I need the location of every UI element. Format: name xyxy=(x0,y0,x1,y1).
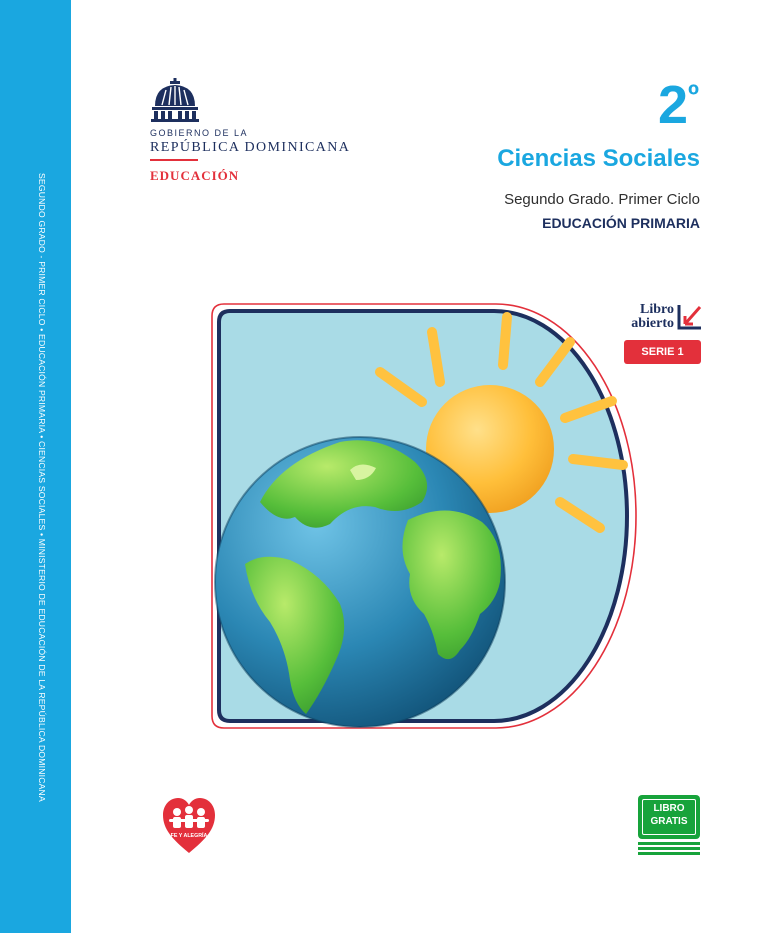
free-book-stripe xyxy=(638,847,700,850)
cover-illustration xyxy=(210,302,640,732)
heart-children-icon xyxy=(162,797,216,855)
series-badge: SERIE 1 xyxy=(624,340,701,364)
government-divider xyxy=(150,159,198,161)
grade-number xyxy=(657,75,699,135)
libro-abierto-logo xyxy=(622,302,702,332)
government-logo xyxy=(148,78,363,188)
sponsor-label: FE Y ALEGRÍA xyxy=(170,833,208,839)
subject-title: Ciencias Sociales xyxy=(497,145,700,172)
grade-cycle: Segundo Grado. Primer Ciclo xyxy=(504,191,700,208)
dome-crest-icon xyxy=(150,78,200,122)
government-line1: GOBIERNO DE LA xyxy=(150,128,249,138)
spine-bar xyxy=(0,0,71,933)
free-book-box xyxy=(638,795,700,839)
free-book-badge xyxy=(638,795,700,855)
free-book-line1: LIBRO xyxy=(653,803,685,814)
free-book-line2: GRATIS xyxy=(650,816,688,827)
libro-abierto-logo-icon xyxy=(676,303,702,330)
free-book-stripe xyxy=(638,842,700,845)
free-book-stripe xyxy=(638,852,700,855)
grade-ordinal: º xyxy=(688,79,699,112)
government-department: EDUCACIÓN xyxy=(150,168,240,183)
spine-text: SEGUNDO GRADO - PRIMER CICLO • EDUCACIÓN PRIMARIA • CIENCIAS SOCIALES • MINISTERIO DE EDUCACIÓN DE LA REPÚBLICA DOMINICANA xyxy=(37,173,47,802)
libro-abierto-line2: abierto xyxy=(631,316,674,331)
globe-icon xyxy=(215,437,505,727)
education-level: EDUCACIÓN PRIMARIA xyxy=(542,215,700,231)
government-line2: REPÚBLICA DOMINICANA xyxy=(150,140,351,155)
libro-abierto-line1: Libro xyxy=(640,302,674,317)
grade-digit: 2 xyxy=(657,75,689,135)
